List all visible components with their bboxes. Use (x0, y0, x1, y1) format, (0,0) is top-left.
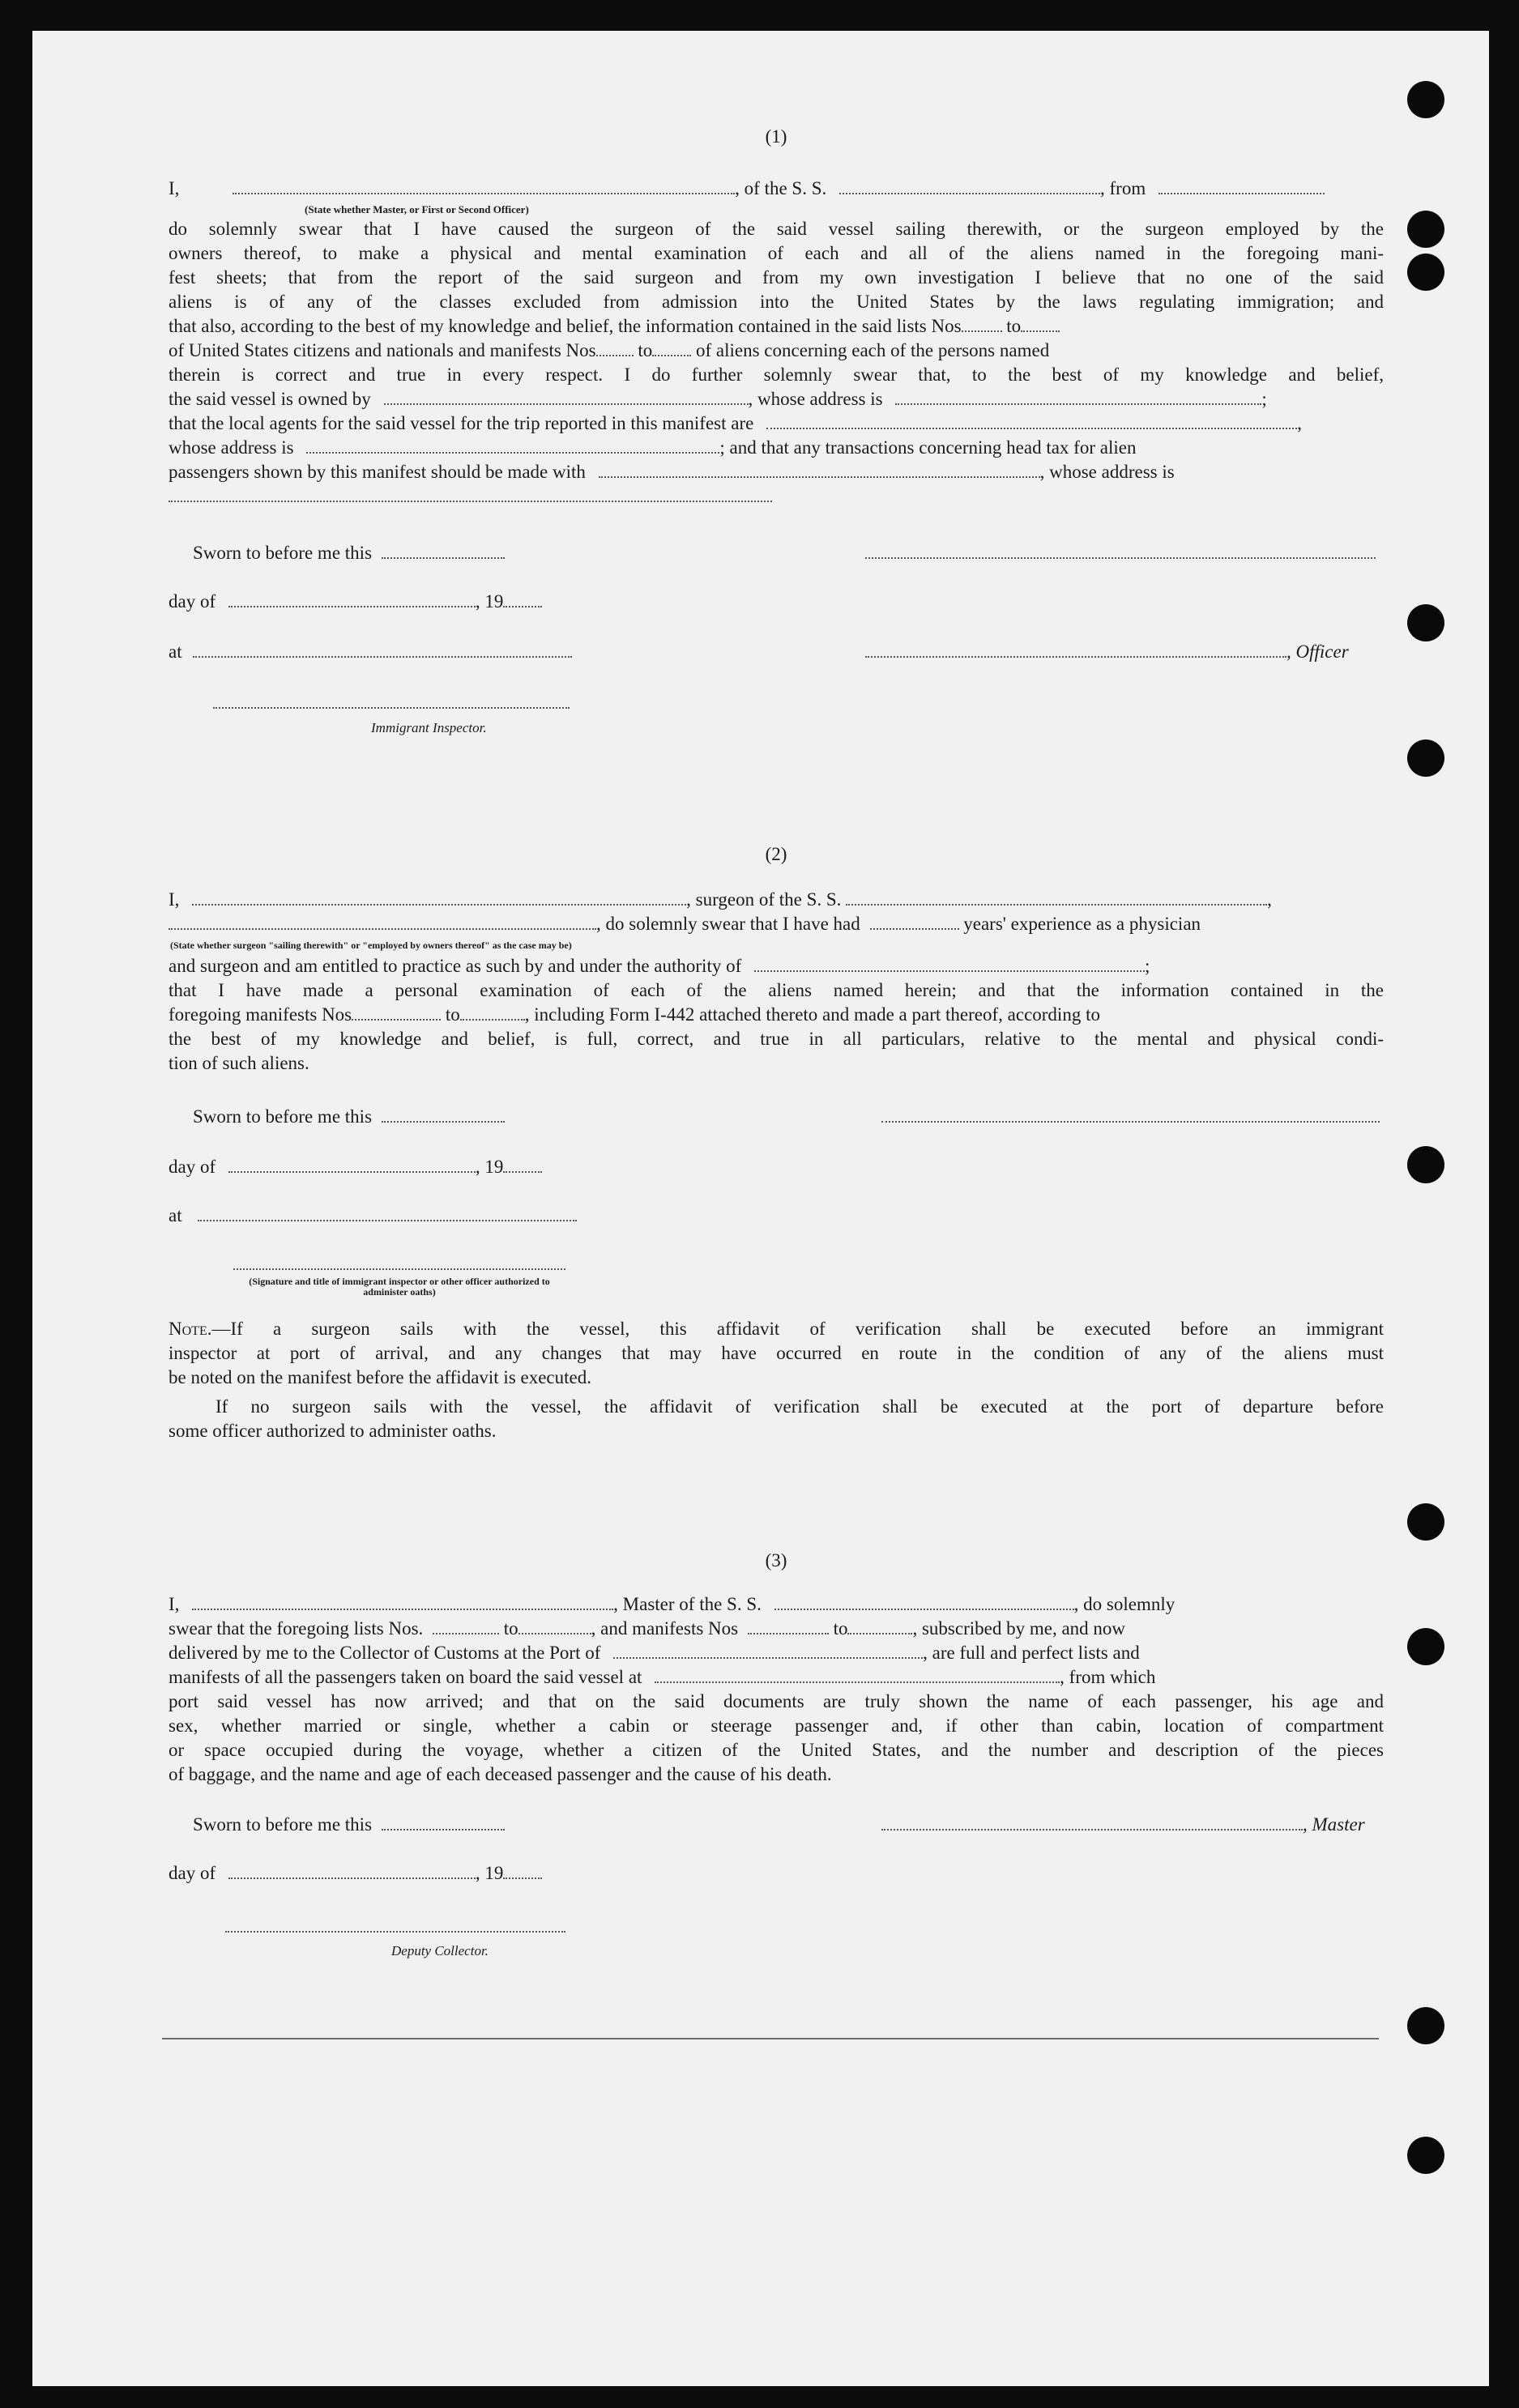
affidavit-text: the said vessel is owned by (169, 389, 371, 409)
note-text: inspector at port of arrival, and any changes that may have occurred en route in the condition of any of the aliens must (169, 1343, 1384, 1363)
punch-hole (1407, 2137, 1444, 2174)
deputy-collector-caption: Deputy Collector. (391, 1943, 489, 1958)
affidavit-text: tion of such aliens. (169, 1053, 309, 1073)
punch-hole (1407, 81, 1444, 118)
years-experience-field[interactable] (870, 912, 959, 930)
punch-hole (1407, 1503, 1444, 1541)
to-label: to (445, 1004, 460, 1025)
at-label: at (169, 1205, 182, 1225)
declarant-rank-field[interactable] (233, 177, 735, 194)
affidavit-text: years' experience as a physician (963, 914, 1201, 934)
day-label: day of (169, 1157, 216, 1177)
affidavit-text: , do solemnly swear that I have had (596, 914, 860, 934)
inspector-signature-field[interactable] (213, 691, 570, 709)
lists-to-field[interactable] (1021, 314, 1060, 332)
manifests-to-field[interactable] (460, 1003, 525, 1021)
master-label: , Master of the S. S. (613, 1594, 762, 1614)
year-label: , 19 (475, 591, 504, 612)
year-label: , 19 (475, 1157, 504, 1177)
manifests-from-field[interactable] (748, 1617, 829, 1634)
affidavit-text: , are full and perfect lists and (923, 1643, 1140, 1663)
note-text: —If a surgeon sails with the vessel, this affidavit of verification shall be executed before an immigrant (211, 1319, 1384, 1339)
affidavit-text: therein is correct and true in every respect. I do further solemnly swear that, to the best of my knowledge and belief, (169, 364, 1384, 385)
manifest-affidavit-page: (1) I, , of the S. S. , from (State whether Master, or First or Second Officer) do solemnly swear that I have caused the surgeon of the said vessel sailing therewith, or the surgeon employed by the owners thereof, to make a physical and mental examination of each and all of the aliens named in the foregoing mani- fest sheets; that from the report of the said surgeon and from my own investigation I believe that no one of the said aliens is of any of the classes excluded from admission into the United States by the laws regulating immigration; and that also, according to the best of my knowledge and belief, the information contained in the said lists Nos to of United States citizens and nationals and manifests Nos to of aliens concerning each of the persons named therein is correct and true in every respect. I do further solemnly swear that, to the best of my knowledge and belief, the said vessel is owned by , whose address is ; that the local agents for the said vessel for the trip reported in this manifest are , whose address is ; and that any transactions concerning head tax for alien passengers shown by this manifest should be made with , whose address is Sworn to before me this day of , 19 , Officer at Immigrant Inspector. (2) I, , surgeon of the S. S. , , do solemnly swear that I have had years' experience as a physician (State whether surgeon "sailing therewith" or "employed by owners thereof" as the case may be) and surgeon and am entitled to practice as such by and under the authority of ; that I have made a personal examination of each of the aliens named herein; and that the information contained in the foregoing manifests Nos to , including Form I-442 attached thereto and made a part thereof, according to the best of my knowledge and belief, is full, correct, and true in all particulars, relative to the mental and physical condi- tion of such aliens. Sworn to before me this day of , 19 at (Signature and title of immigrant inspector or other officer authorized to administer oaths) Note.—If a surgeon sails with the vessel, this affidavit of verification shall be executed before an immigrant inspector at port of arrival, and any changes that may have occurred en route in the condition of any of the aliens must be noted on the manifest before the affidavit is executed. If no surgeon sails with the vessel, the affidavit of verification shall be executed at the port of departure before some officer authorized to administer oaths. (3) I, , Master of the S. S. , do solemnly swear that the foregoing lists Nos. to , and manifests Nos to , subscribed by me, and now delivered by me to the Collector of Customs at the Port of , are full and perfect lists and manifests of all the passengers taken on board the said vessel at , from which port said vessel has now arrived; and that on the said documents are truly shown the name of each passenger, his age and sex, whether married or single, whether a cabin or steerage passenger and, if other than cabin, location of compartment or space occupied during the voyage, whether a citizen of the United States, and the number and description of the pieces of baggage, and the name and age of each deceased passenger and the cause of his death. Sworn to before me this , Master day of , 19 Deputy Collector. (32, 31, 1489, 2386)
address-label: , whose address is (1039, 462, 1175, 482)
manifests-from-field[interactable] (596, 339, 634, 356)
affidavit-text: or space occupied during the voyage, whether a citizen of the United States, and the number and description of the pieces (169, 1740, 1384, 1760)
lists-from-field[interactable] (962, 314, 1002, 332)
sworn-month-field[interactable] (228, 590, 476, 607)
affidavit-text: foregoing manifests Nos (169, 1004, 352, 1025)
bleed-through-text (810, 1181, 818, 1197)
affidavit-text: , including Form I-442 attached thereto and made a part thereof, according to (524, 1004, 1100, 1025)
affidavit-text: and surgeon and am entitled to practice as such by and under the authority of (169, 956, 742, 976)
lists-to-field[interactable] (518, 1617, 591, 1634)
sworn-year-field[interactable] (503, 590, 542, 607)
affidavit-text: the best of my knowledge and belief, is full, correct, and true in all particulars, relative to the mental and physical condi- (169, 1029, 1384, 1049)
affidavit-text: of baggage, and the name and age of each deceased passenger and the cause of his death. (169, 1764, 832, 1784)
note-text: be noted on the manifest before the affidavit is executed. (169, 1367, 591, 1387)
manifests-from-field[interactable] (352, 1003, 441, 1021)
vessel-label: , of the S. S. (735, 178, 827, 198)
head-tax-address-field[interactable] (169, 484, 772, 502)
to-label: to (1006, 316, 1022, 336)
note-text: If no surgeon sails with the vessel, the affidavit of verification shall be executed at the port of departure before (215, 1396, 1384, 1417)
bottom-rule (162, 2038, 1379, 2039)
agents-address-field[interactable] (306, 436, 719, 454)
surgeon-label: , surgeon of the S. S. (686, 889, 842, 910)
sworn-place-field[interactable] (198, 1204, 577, 1221)
authority-field[interactable] (754, 954, 1145, 972)
declarant-label: I, (169, 1594, 180, 1614)
sworn-label: Sworn to before me this (193, 1814, 373, 1835)
punch-hole (1407, 211, 1444, 248)
signature-caption: (Signature and title of immigrant inspector or other officer authorized to administer oaths) (249, 1276, 550, 1298)
affidavit-text: manifests of all the passengers taken on board the said vessel at (169, 1667, 642, 1687)
declarant-label: I, (169, 178, 180, 198)
officer-signature-line-1[interactable] (865, 541, 1376, 559)
vessel-name-field[interactable] (846, 888, 1267, 906)
owner-field[interactable] (384, 387, 749, 405)
section-1-heading: (1) (765, 126, 787, 147)
affidavit-text: ; and that any transactions concerning head tax for alien (719, 437, 1137, 458)
affidavit-text: of aliens concerning each of the persons named (696, 340, 1050, 360)
punch-hole (1407, 1628, 1444, 1665)
port-from-field[interactable] (1158, 177, 1325, 194)
punch-hole (1407, 739, 1444, 777)
address-label: , whose address is (748, 389, 883, 409)
owner-address-field[interactable] (895, 387, 1261, 405)
day-label: day of (169, 591, 216, 612)
sworn-year-field[interactable] (503, 1155, 542, 1173)
sworn-label: Sworn to before me this (193, 1106, 373, 1127)
sworn-month-field[interactable] (228, 1155, 476, 1173)
at-label: at (169, 641, 182, 662)
affidavit-text: port said vessel has now arrived; and that on the said documents are truly shown the name of each passenger, his age and (169, 1691, 1384, 1711)
punch-hole (1407, 1146, 1444, 1183)
affidavit-text: fest sheets; that from the report of the said surgeon and from my own investigation I believe that no one of the said (169, 267, 1384, 288)
affidavit-text: , subscribed by me, and now (912, 1618, 1126, 1639)
surgeon-name-field[interactable] (192, 888, 686, 906)
deputy-collector-signature-field[interactable] (225, 1915, 565, 1933)
surgeon-status-field[interactable] (169, 912, 596, 930)
affidavit-text: that the local agents for the said vessel for the trip reported in this manifest are (169, 413, 754, 433)
to-label: to (638, 340, 653, 360)
affidavit-text: delivered by me to the Collector of Customs at the Port of (169, 1643, 601, 1663)
affidavit-text: , and manifests Nos (591, 1618, 739, 1639)
day-label: day of (169, 1863, 216, 1883)
sworn-place-field[interactable] (193, 640, 572, 658)
master-name-field[interactable] (192, 1592, 613, 1610)
affidavit-text: of United States citizens and nationals and manifests Nos (169, 340, 596, 360)
port-of-embarkation-field[interactable] (655, 1665, 1060, 1683)
sworn-label: Sworn to before me this (193, 543, 373, 563)
vessel-name-field[interactable] (839, 177, 1100, 194)
vessel-name-field[interactable] (774, 1592, 1074, 1610)
affidavit-text: swear that the foregoing lists Nos. (169, 1618, 424, 1639)
to-label: to (833, 1618, 848, 1639)
punch-hole (1407, 604, 1444, 641)
section-2-heading: (2) (765, 844, 787, 864)
punch-hole (1407, 254, 1444, 291)
port-of-arrival-field[interactable] (613, 1641, 923, 1659)
note-label: Note. (169, 1319, 212, 1339)
officer-signature-field[interactable] (233, 1252, 565, 1270)
affidavit-text: , do solemnly (1073, 1594, 1176, 1614)
officer-label: , Officer (1286, 641, 1349, 662)
head-tax-contact-field[interactable] (599, 460, 1040, 478)
affidavit-text: that I have made a personal examination of each of the aliens named herein; and that the information contained in the (169, 980, 1384, 1000)
note-text: some officer authorized to administer oaths. (169, 1421, 497, 1441)
to-label: to (503, 1618, 518, 1639)
local-agents-field[interactable] (766, 411, 1297, 429)
surgeon-signature-field[interactable] (881, 1105, 1380, 1123)
sworn-day-field[interactable] (382, 1105, 505, 1123)
from-label: , from (1100, 178, 1146, 198)
master-signature-field[interactable] (881, 1813, 1303, 1831)
affidavit-text: , from which (1060, 1667, 1156, 1687)
manifests-to-field[interactable] (652, 339, 691, 356)
inspector-caption: Immigrant Inspector. (371, 720, 487, 735)
affidavit-text: passengers shown by this manifest should be made with (169, 462, 586, 482)
section-3-heading: (3) (765, 1550, 787, 1571)
surgeon-status-instruction: (State whether surgeon "sailing therewith" or "employed by owners thereof" as the case may be) (170, 940, 572, 951)
manifests-to-field[interactable] (847, 1617, 912, 1634)
sworn-day-field[interactable] (382, 1813, 505, 1831)
affidavit-text: do solemnly swear that I have caused the surgeon of the said vessel sailing therewith, or the surgeon employed by the (169, 219, 1384, 239)
affidavit-text: owners thereof, to make a physical and mental examination of each and all of the aliens named in the foregoing mani- (169, 243, 1384, 263)
sworn-month-field[interactable] (228, 1861, 476, 1879)
lists-from-field[interactable] (433, 1617, 499, 1634)
declarant-label: I, (169, 889, 180, 910)
affidavit-text: sex, whether married or single, whether a cabin or steerage passenger and, if other than cabin, location of compartment (169, 1715, 1384, 1736)
master-caption: , Master (1303, 1814, 1365, 1835)
rank-instruction: (State whether Master, or First or Second Officer) (305, 203, 529, 215)
affidavit-text: that also, according to the best of my knowledge and belief, the information contained in the said lists Nos (169, 316, 962, 336)
affidavit-text: aliens is of any of the classes excluded from admission into the United States by the laws regulating immigration; and (169, 292, 1384, 312)
punch-hole (1407, 2007, 1444, 2044)
sworn-year-field[interactable] (503, 1861, 542, 1879)
sworn-day-field[interactable] (382, 541, 505, 559)
affidavit-text: whose address is (169, 437, 294, 458)
year-label: , 19 (475, 1863, 504, 1883)
